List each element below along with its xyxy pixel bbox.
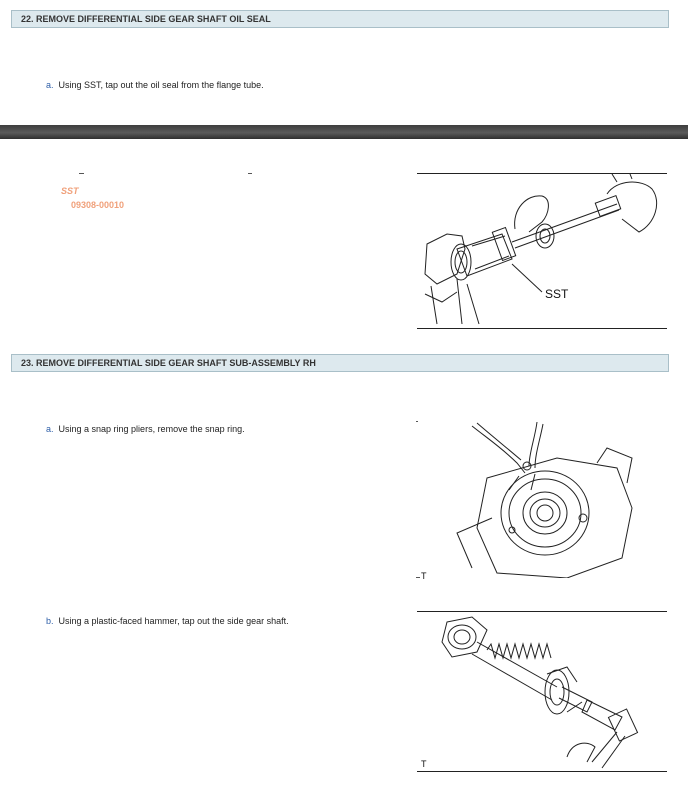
snap-ring-pliers-illustration: [417, 418, 667, 578]
figure-marker: T: [421, 571, 427, 581]
artifact-mark: [248, 173, 252, 174]
section-22-header: 22. REMOVE DIFFERENTIAL SIDE GEAR SHAFT OIL SEAL: [11, 10, 669, 28]
step-letter: a.: [46, 80, 54, 90]
step-text: Using a snap ring pliers, remove the snap ring.: [58, 424, 245, 434]
step-22a: [46, 80, 264, 90]
figure-bottom-rule: [417, 328, 667, 329]
figure-marker: T: [421, 759, 427, 769]
section-23-header: 23. REMOVE DIFFERENTIAL SIDE GEAR SHAFT SUB-ASSEMBLY RH: [11, 354, 669, 372]
artifact-mark: [79, 173, 84, 174]
sst-oil-seal-illustration: [417, 174, 667, 329]
step-letter: a.: [46, 424, 54, 434]
figure-bottom-rule: [417, 771, 667, 772]
step-23a: [46, 424, 245, 434]
artifact-mark: [416, 421, 418, 422]
step-text: Using a plastic-faced hammer, tap out the side gear shaft.: [58, 616, 289, 626]
step-letter: b.: [46, 616, 54, 626]
hammer-side-gear-shaft-illustration: [417, 612, 667, 770]
sst-part-number: 09308-00010: [71, 200, 125, 210]
step-23b: [46, 616, 289, 626]
step-text: Using SST, tap out the oil seal from the flange tube.: [58, 80, 264, 90]
sst-callout: SST: [545, 287, 569, 301]
sst-label: SST: [61, 186, 79, 196]
page-divider-band: [0, 125, 688, 139]
artifact-mark: [416, 577, 420, 578]
